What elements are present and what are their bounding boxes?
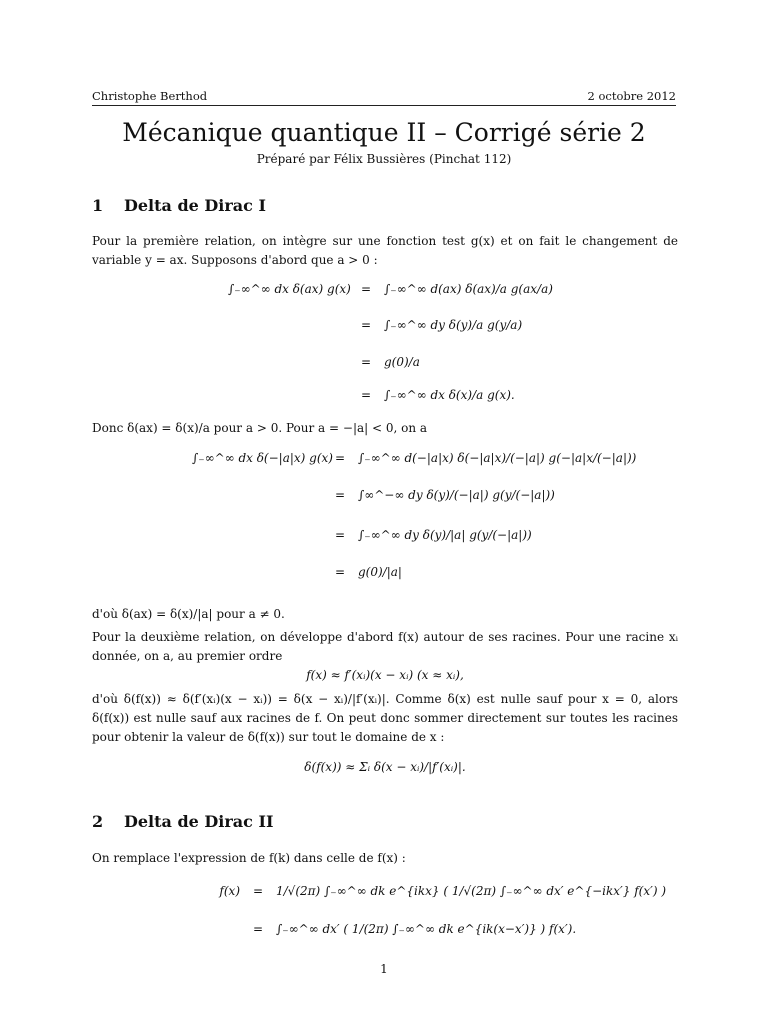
equation-row bbox=[192, 565, 402, 579]
equation-lhs: ∫₋∞^∞ dx δ(ax) g(x) bbox=[228, 282, 351, 296]
section-1-title: Delta de Dirac I bbox=[124, 196, 266, 215]
equation-relation: = bbox=[334, 451, 346, 465]
equation-relation: = bbox=[334, 488, 346, 502]
equation-row bbox=[196, 922, 576, 936]
equation-rhs: ∫₋∞^∞ dx δ(x)/a g(x). bbox=[384, 388, 515, 402]
section-1-number: 1 bbox=[92, 196, 104, 215]
header-rule bbox=[92, 105, 676, 106]
document-subtitle: Préparé par Félix Bussières (Pinchat 112) bbox=[256, 152, 512, 166]
equation-rhs: g(0)/a bbox=[384, 355, 420, 369]
s1-paragraph-3: d'où δ(ax) = δ(x)/|a| pour a ≠ 0. bbox=[92, 607, 285, 621]
running-header bbox=[92, 89, 676, 103]
equation-rhs: 1/√(2π) ∫₋∞^∞ dk e^{ikx} ( 1/√(2π) ∫₋∞^∞ dx′ e^{−ikx′} f(x′) ) bbox=[276, 884, 666, 898]
equation-lhs: ∫₋∞^∞ dx δ(−|a|x) g(x) bbox=[192, 451, 333, 465]
equation-rhs: g(0)/|a| bbox=[358, 565, 402, 579]
s1-paragraph-4: Pour la deuxième relation, on développe d'abord f(x) autour de ses racines. Pour une racine xᵢ donnée, on a, au premier ordre bbox=[92, 630, 678, 663]
section-2-heading bbox=[92, 812, 273, 831]
page-number: 1 bbox=[380, 962, 388, 976]
equation-rhs: ∫₋∞^∞ d(−|a|x) δ(−|a|x)/(−|a|) g(−|a|x/(−|a|)) bbox=[358, 451, 637, 465]
equation-rhs: ∫₋∞^∞ dy δ(y)/a g(y/a) bbox=[384, 318, 523, 332]
equation-delta-sum: δ(f(x)) ≈ Σᵢ δ(x − xᵢ)/|f′(xᵢ)|. bbox=[304, 760, 466, 774]
s2-paragraph-1: On remplace l'expression de f(k) dans celle de f(x) : bbox=[92, 851, 406, 865]
equation-row bbox=[228, 388, 515, 402]
equation-rhs: ∫∞^−∞ dy δ(y)/(−|a|) g(y/(−|a|)) bbox=[358, 488, 555, 502]
equation-row bbox=[228, 355, 420, 369]
equation-relation: = bbox=[360, 355, 372, 369]
section-2-title: Delta de Dirac II bbox=[124, 812, 274, 831]
header-date: 2 octobre 2012 bbox=[587, 89, 676, 103]
s1-paragraph-1: Pour la première relation, on intègre sur une fonction test g(x) et on fait le changement de variable y = ax. Supposons d'abord que a > 0 : bbox=[92, 234, 678, 267]
equation-rhs: ∫₋∞^∞ dx′ ( 1/(2π) ∫₋∞^∞ dk e^{ik(x−x′)} ) f(x′). bbox=[276, 922, 577, 936]
equation-row bbox=[228, 318, 522, 332]
equation-relation: = bbox=[252, 884, 264, 898]
equation-relation: = bbox=[334, 565, 346, 579]
equation-lhs: f(x) bbox=[219, 884, 240, 898]
equation-row bbox=[228, 282, 553, 296]
equation-relation: = bbox=[360, 388, 372, 402]
equation-rhs: ∫₋∞^∞ dy δ(y)/|a| g(y/(−|a|)) bbox=[358, 528, 532, 542]
equation-row bbox=[196, 884, 666, 898]
document-title: Mécanique quantique II – Corrigé série 2 bbox=[122, 118, 646, 147]
equation-relation: = bbox=[252, 922, 264, 936]
section-2-number: 2 bbox=[92, 812, 104, 831]
equation-row bbox=[192, 451, 636, 465]
equation-relation: = bbox=[360, 282, 372, 296]
header-author: Christophe Berthod bbox=[92, 89, 208, 103]
equation-row bbox=[192, 488, 555, 502]
equation-first-order: f(x) ≈ f′(xᵢ)(x − xᵢ) (x ≈ xᵢ), bbox=[306, 668, 464, 682]
s1-paragraph-5: d'où δ(f(x)) ≈ δ(f′(xᵢ)(x − xᵢ)) = δ(x − xᵢ)/|f′(xᵢ)|. Comme δ(x) est nulle sauf pour x = 0, alors δ(f(x)) est nulle sauf aux racines de f. On peut donc sommer directement sur toutes les racines pour obtenir la valeur de δ(f(x)) sur tout le domaine de x : bbox=[92, 692, 678, 744]
section-1-heading bbox=[92, 196, 266, 215]
equation-relation: = bbox=[334, 528, 346, 542]
s1-paragraph-2: Donc δ(ax) = δ(x)/a pour a > 0. Pour a = −|a| < 0, on a bbox=[92, 421, 428, 435]
equation-rhs: ∫₋∞^∞ d(ax) δ(ax)/a g(ax/a) bbox=[384, 282, 553, 296]
equation-relation: = bbox=[360, 318, 372, 332]
equation-row bbox=[192, 528, 532, 542]
